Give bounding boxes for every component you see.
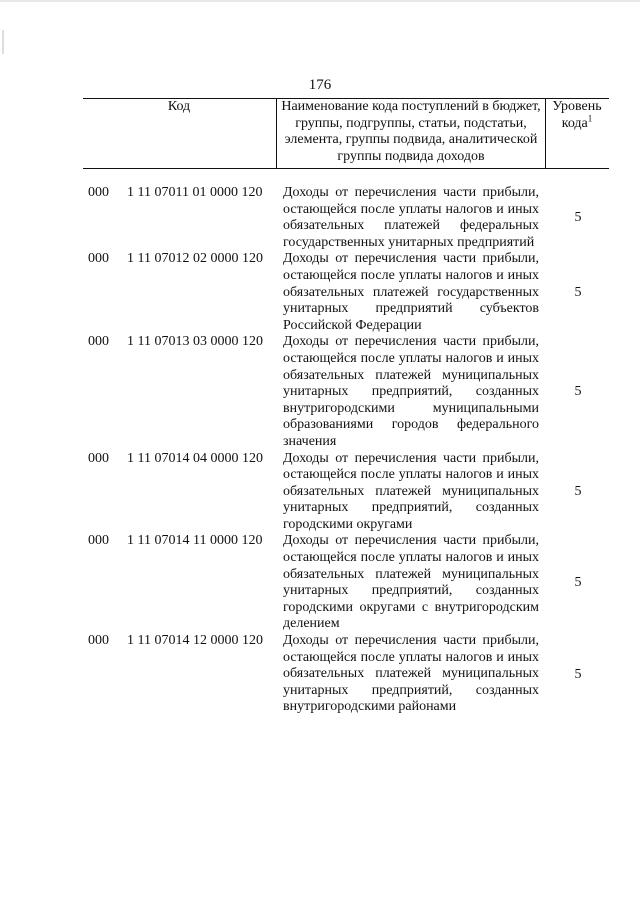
row-description: Доходы от перечисления части прибыли, остающейся после уплаты налогов и иных обязательных платежей муниципальных унитарных предприятий, созданных внутригородскими районами bbox=[283, 633, 539, 715]
row-level: 5 bbox=[574, 210, 582, 226]
row-description: Доходы от перечисления части прибыли, остающейся после уплаты налогов и иных обязательных платежей федеральных государственных унитарных предприятий bbox=[283, 185, 539, 250]
row-level: 5 bbox=[574, 483, 582, 499]
row-code: 1 11 07012 02 0000 120 bbox=[127, 251, 263, 267]
header-name: Наименование кода поступлений в бюджет, группы, подгруппы, статьи, подстатьи, элемента, группы подвида, аналитической группы подвида доходов bbox=[276, 99, 546, 168]
scan-top-edge bbox=[0, 0, 640, 2]
header-level bbox=[545, 99, 609, 168]
row-prefix: 000 bbox=[88, 185, 109, 200]
row-description: Доходы от перечисления части прибыли, остающейся после уплаты налогов и иных обязательных платежей государственных унитарных предприятий субъектов Российской Федерации bbox=[283, 251, 539, 333]
row-description: Доходы от перечисления части прибыли, остающейся после уплаты налогов и иных обязательных платежей муниципальных унитарных предприятий, созданных городскими округами с внутригородским делением bbox=[283, 533, 539, 632]
table-body bbox=[0, 185, 640, 716]
table-row bbox=[0, 633, 640, 716]
row-prefix: 000 bbox=[88, 533, 109, 549]
row-code: 1 11 07014 11 0000 120 bbox=[127, 533, 263, 549]
header-level-label: Уровень кода bbox=[552, 99, 602, 131]
row-code: 1 11 07014 12 0000 120 bbox=[127, 633, 263, 649]
table-header bbox=[83, 98, 609, 169]
row-code: 1 11 07011 01 0000 120 bbox=[127, 185, 263, 200]
row-code: 1 11 07013 03 0000 120 bbox=[127, 334, 263, 350]
row-level: 5 bbox=[574, 575, 582, 591]
row-level: 5 bbox=[574, 284, 582, 300]
row-description: Доходы от перечисления части прибыли, остающейся после уплаты налогов и иных обязательных платежей муниципальных унитарных предприятий, созданных внутригородскими муниципальными образованиями городов федерального значения bbox=[283, 334, 539, 449]
table-row bbox=[0, 185, 640, 251]
row-level: 5 bbox=[574, 384, 582, 400]
row-level: 5 bbox=[574, 666, 582, 682]
table-row bbox=[0, 451, 640, 534]
table-row bbox=[0, 334, 640, 450]
page-number: 176 bbox=[308, 77, 332, 93]
table-row bbox=[0, 251, 640, 334]
header-code: Код bbox=[167, 99, 191, 114]
scan-margin-mark bbox=[2, 30, 4, 54]
row-prefix: 000 bbox=[88, 633, 109, 649]
row-prefix: 000 bbox=[88, 334, 109, 350]
header-level-footnote: 1 bbox=[587, 112, 593, 123]
table-row bbox=[0, 533, 640, 633]
row-code: 1 11 07014 04 0000 120 bbox=[127, 450, 263, 466]
row-description: Доходы от перечисления части прибыли, остающейся после уплаты налогов и иных обязательных платежей муниципальных унитарных предприятий, созданных городскими округами bbox=[283, 450, 539, 532]
row-prefix: 000 bbox=[88, 251, 109, 267]
row-prefix: 000 bbox=[88, 450, 109, 466]
